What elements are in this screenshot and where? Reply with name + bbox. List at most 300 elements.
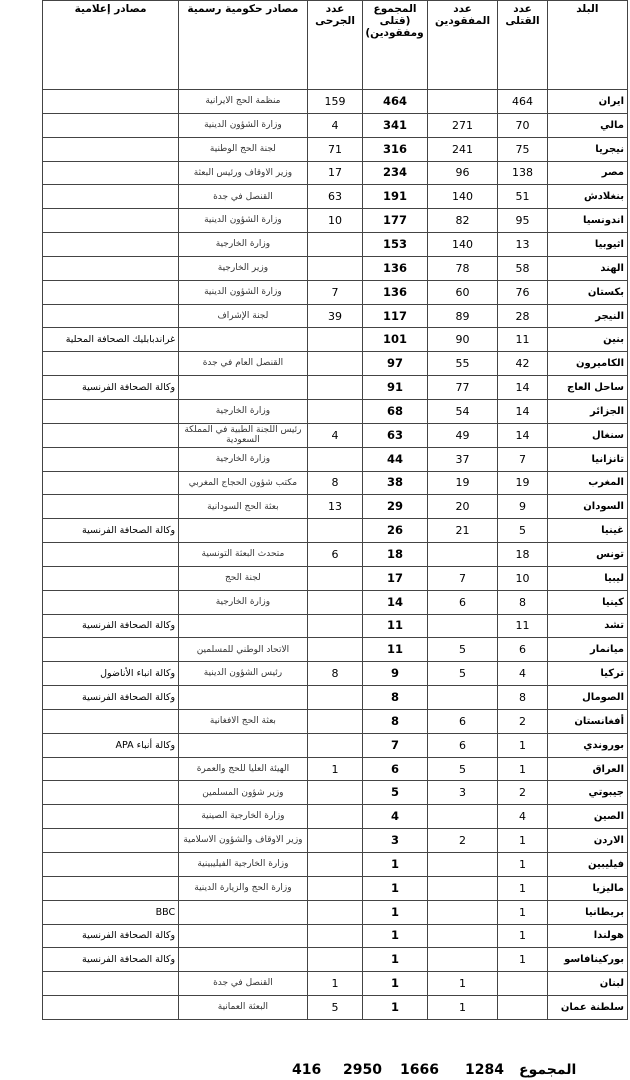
- cell-injured: [307, 686, 363, 710]
- cell-gov-source: وزارة الشؤون الدينية: [179, 209, 308, 233]
- cell-gov-source: [179, 328, 308, 352]
- cell-missing: [427, 853, 498, 877]
- table-row: [43, 709, 628, 733]
- cell-media-source: [43, 543, 179, 567]
- cell-total: 117: [363, 304, 427, 328]
- cell-media-source: [43, 876, 179, 900]
- cell-dead: 42: [498, 352, 547, 376]
- header-missing: عدد المفقودين: [427, 1, 498, 90]
- cell-gov-source: الاتحاد الوطني للمسلمين: [179, 638, 308, 662]
- cell-media-source: [43, 113, 179, 137]
- cell-dead: 51: [498, 185, 547, 209]
- cell-media-source: [43, 447, 179, 471]
- cell-media-source: [43, 137, 179, 161]
- cell-country: لبنان: [547, 972, 627, 996]
- header-dead: عدد القتلى: [498, 1, 547, 90]
- cell-injured: 10: [307, 209, 363, 233]
- cell-gov-source: [179, 376, 308, 400]
- totals-dead: 1284: [465, 1062, 504, 1078]
- cell-gov-source: البعثة العمانية: [179, 996, 308, 1020]
- cell-injured: [307, 566, 363, 590]
- table-row: [43, 399, 628, 423]
- cell-dead: 1: [498, 876, 547, 900]
- cell-injured: 8: [307, 662, 363, 686]
- table-row: [43, 543, 628, 567]
- cell-total: 4: [363, 805, 427, 829]
- cell-media-source: [43, 781, 179, 805]
- casualty-table-wrapper: [42, 0, 628, 1020]
- cell-missing: 78: [427, 256, 498, 280]
- cell-missing: 20: [427, 495, 498, 519]
- cell-gov-source: وزارة الخارجية: [179, 233, 308, 257]
- cell-injured: 1: [307, 757, 363, 781]
- cell-dead: 95: [498, 209, 547, 233]
- cell-media-source: [43, 280, 179, 304]
- cell-dead: 9: [498, 495, 547, 519]
- cell-dead: 11: [498, 614, 547, 638]
- cell-media-source: [43, 423, 179, 447]
- cell-total: 1: [363, 972, 427, 996]
- cell-gov-source: [179, 733, 308, 757]
- table-row: [43, 829, 628, 853]
- cell-injured: 39: [307, 304, 363, 328]
- cell-dead: 1: [498, 757, 547, 781]
- cell-injured: [307, 829, 363, 853]
- cell-gov-source: [179, 686, 308, 710]
- table-row: [43, 686, 628, 710]
- table-row: [43, 447, 628, 471]
- cell-country: اندونسيا: [547, 209, 627, 233]
- cell-gov-source: منظمة الحج الايرانية: [179, 90, 308, 114]
- table-row: [43, 328, 628, 352]
- cell-media-source: [43, 996, 179, 1020]
- cell-country: ساحل العاج: [547, 376, 627, 400]
- table-row: [43, 209, 628, 233]
- table-row: [43, 924, 628, 948]
- cell-gov-source: وزارة الشؤون الدينية: [179, 280, 308, 304]
- cell-total: 464: [363, 90, 427, 114]
- cell-country: تركيا: [547, 662, 627, 686]
- cell-total: 177: [363, 209, 427, 233]
- cell-dead: 10: [498, 566, 547, 590]
- cell-gov-source: [179, 924, 308, 948]
- cell-gov-source: [179, 614, 308, 638]
- cell-injured: [307, 709, 363, 733]
- cell-total: 136: [363, 280, 427, 304]
- cell-total: 11: [363, 614, 427, 638]
- cell-dead: 8: [498, 686, 547, 710]
- cell-dead: 464: [498, 90, 547, 114]
- cell-missing: 90: [427, 328, 498, 352]
- cell-missing: 82: [427, 209, 498, 233]
- cell-injured: 6: [307, 543, 363, 567]
- cell-gov-source: [179, 519, 308, 543]
- cell-country: الكاميرون: [547, 352, 627, 376]
- cell-gov-source: لجنة الحج الوطنية: [179, 137, 308, 161]
- cell-country: بكستان: [547, 280, 627, 304]
- cell-country: سلطنة عمان: [547, 996, 627, 1020]
- table-row: [43, 781, 628, 805]
- cell-country: بريطانيا: [547, 900, 627, 924]
- table-row: [43, 948, 628, 972]
- header-row: [43, 1, 628, 90]
- table-row: [43, 972, 628, 996]
- cell-missing: 54: [427, 399, 498, 423]
- cell-injured: [307, 519, 363, 543]
- cell-media-source: [43, 399, 179, 423]
- cell-gov-source: لجنة الحج: [179, 566, 308, 590]
- cell-country: العراق: [547, 757, 627, 781]
- cell-injured: 63: [307, 185, 363, 209]
- cell-media-source: وكالة الصحافة الفرنسية: [43, 519, 179, 543]
- cell-total: 44: [363, 447, 427, 471]
- table-row: [43, 161, 628, 185]
- table-row: [43, 256, 628, 280]
- cell-gov-source: وزارة الخارجية: [179, 447, 308, 471]
- table-row: [43, 519, 628, 543]
- cell-gov-source: وزارة الخارجية: [179, 590, 308, 614]
- cell-dead: 5: [498, 519, 547, 543]
- table-row: [43, 566, 628, 590]
- cell-injured: 8: [307, 471, 363, 495]
- cell-missing: 140: [427, 185, 498, 209]
- cell-total: 7: [363, 733, 427, 757]
- totals-injured: 416: [292, 1062, 322, 1078]
- cell-dead: 2: [498, 781, 547, 805]
- cell-media-source: وكالة أنباء APA: [43, 733, 179, 757]
- cell-gov-source: [179, 948, 308, 972]
- cell-dead: 1: [498, 853, 547, 877]
- cell-missing: 21: [427, 519, 498, 543]
- table-row: [43, 662, 628, 686]
- cell-media-source: وكالة الصحافة الفرنسية: [43, 948, 179, 972]
- cell-total: 68: [363, 399, 427, 423]
- cell-country: ماليزيا: [547, 876, 627, 900]
- cell-country: سنغال: [547, 423, 627, 447]
- cell-missing: 96: [427, 161, 498, 185]
- cell-total: 234: [363, 161, 427, 185]
- table-body: [43, 90, 628, 1020]
- table-row: [43, 423, 628, 447]
- cell-gov-source: القنصل في جدة: [179, 185, 308, 209]
- cell-total: 63: [363, 423, 427, 447]
- cell-injured: [307, 328, 363, 352]
- cell-gov-source: مكتب شؤون الحجاج المغربي: [179, 471, 308, 495]
- totals-row: [0, 1062, 630, 1080]
- cell-gov-source: لجنة الإشراف: [179, 304, 308, 328]
- cell-injured: [307, 924, 363, 948]
- cell-missing: [427, 900, 498, 924]
- cell-gov-source: رئيس اللجنة الطبية في المملكة السعودية: [179, 423, 308, 447]
- cell-injured: 1: [307, 972, 363, 996]
- cell-dead: 4: [498, 805, 547, 829]
- table-row: [43, 590, 628, 614]
- cell-media-source: [43, 709, 179, 733]
- cell-dead: 4: [498, 662, 547, 686]
- cell-missing: 1: [427, 972, 498, 996]
- table-row: [43, 376, 628, 400]
- cell-injured: [307, 733, 363, 757]
- cell-country: تانزانيا: [547, 447, 627, 471]
- cell-media-source: [43, 853, 179, 877]
- cell-total: 1: [363, 948, 427, 972]
- cell-missing: 271: [427, 113, 498, 137]
- cell-total: 3: [363, 829, 427, 853]
- cell-missing: 1: [427, 996, 498, 1020]
- table-row: [43, 614, 628, 638]
- cell-gov-source: وزير الاوقاف ورئيس البعثة: [179, 161, 308, 185]
- cell-dead: 75: [498, 137, 547, 161]
- cell-country: بوركينافاسو: [547, 948, 627, 972]
- cell-gov-source: القنصل في جدة: [179, 972, 308, 996]
- cell-gov-source: [179, 900, 308, 924]
- cell-dead: 14: [498, 423, 547, 447]
- cell-injured: [307, 900, 363, 924]
- cell-missing: 6: [427, 733, 498, 757]
- cell-country: فيليبين: [547, 853, 627, 877]
- cell-missing: 7: [427, 566, 498, 590]
- cell-country: غينيا: [547, 519, 627, 543]
- cell-injured: 5: [307, 996, 363, 1020]
- cell-country: هولندا: [547, 924, 627, 948]
- cell-country: بنغلادش: [547, 185, 627, 209]
- cell-injured: 71: [307, 137, 363, 161]
- cell-gov-source: وزير الخارجية: [179, 256, 308, 280]
- cell-missing: 5: [427, 638, 498, 662]
- totals-label: المجموع: [519, 1062, 577, 1078]
- table-row: [43, 853, 628, 877]
- cell-country: المغرب: [547, 471, 627, 495]
- cell-total: 91: [363, 376, 427, 400]
- cell-total: 136: [363, 256, 427, 280]
- cell-dead: 8: [498, 590, 547, 614]
- cell-dead: [498, 972, 547, 996]
- cell-gov-source: وزير شؤون المسلمين: [179, 781, 308, 805]
- cell-country: مصر: [547, 161, 627, 185]
- cell-dead: 19: [498, 471, 547, 495]
- cell-dead: 1: [498, 733, 547, 757]
- cell-country: الاردن: [547, 829, 627, 853]
- header-media-sources: مصادر إعلامية: [43, 1, 179, 90]
- cell-dead: 58: [498, 256, 547, 280]
- table-row: [43, 137, 628, 161]
- cell-gov-source: وزارة الحج والزيارة الدينية: [179, 876, 308, 900]
- cell-injured: [307, 876, 363, 900]
- cell-media-source: [43, 90, 179, 114]
- cell-missing: [427, 805, 498, 829]
- cell-country: ايران: [547, 90, 627, 114]
- cell-gov-source: بعثة الحج السودانية: [179, 495, 308, 519]
- cell-injured: [307, 781, 363, 805]
- cell-missing: [427, 614, 498, 638]
- cell-country: الهند: [547, 256, 627, 280]
- cell-gov-source: وزارة الشؤون الدينية: [179, 113, 308, 137]
- cell-dead: [498, 996, 547, 1020]
- table-row: [43, 638, 628, 662]
- cell-total: 316: [363, 137, 427, 161]
- cell-injured: [307, 447, 363, 471]
- cell-media-source: [43, 638, 179, 662]
- table-row: [43, 757, 628, 781]
- cell-total: 26: [363, 519, 427, 543]
- cell-gov-source: رئيس الشؤون الدينية: [179, 662, 308, 686]
- cell-missing: 77: [427, 376, 498, 400]
- cell-media-source: وكالة الصحافة الفرنسية: [43, 686, 179, 710]
- cell-injured: 13: [307, 495, 363, 519]
- table-row: [43, 113, 628, 137]
- cell-total: 8: [363, 709, 427, 733]
- cell-injured: [307, 256, 363, 280]
- cell-total: 1: [363, 996, 427, 1020]
- cell-missing: 2: [427, 829, 498, 853]
- cell-missing: [427, 543, 498, 567]
- cell-dead: 1: [498, 900, 547, 924]
- cell-dead: 70: [498, 113, 547, 137]
- cell-total: 191: [363, 185, 427, 209]
- cell-country: تونس: [547, 543, 627, 567]
- cell-gov-source: بعثة الحج الافغانية: [179, 709, 308, 733]
- cell-dead: 14: [498, 399, 547, 423]
- table-row: [43, 733, 628, 757]
- cell-dead: 2: [498, 709, 547, 733]
- cell-dead: 138: [498, 161, 547, 185]
- cell-country: الصين: [547, 805, 627, 829]
- cell-total: 341: [363, 113, 427, 137]
- cell-media-source: [43, 304, 179, 328]
- table-row: [43, 90, 628, 114]
- cell-media-source: [43, 757, 179, 781]
- cell-media-source: [43, 805, 179, 829]
- cell-country: الجزائر: [547, 399, 627, 423]
- cell-injured: [307, 352, 363, 376]
- cell-missing: 55: [427, 352, 498, 376]
- cell-media-source: [43, 566, 179, 590]
- cell-country: السودان: [547, 495, 627, 519]
- cell-missing: 5: [427, 757, 498, 781]
- cell-missing: 19: [427, 471, 498, 495]
- cell-dead: 76: [498, 280, 547, 304]
- cell-media-source: [43, 161, 179, 185]
- cell-total: 38: [363, 471, 427, 495]
- totals-total: 2950: [343, 1062, 382, 1078]
- cell-missing: [427, 948, 498, 972]
- cell-total: 6: [363, 757, 427, 781]
- cell-missing: 49: [427, 423, 498, 447]
- cell-media-source: [43, 972, 179, 996]
- cell-injured: [307, 233, 363, 257]
- header-country: البلد: [547, 1, 627, 90]
- cell-gov-source: القنصل العام في جدة: [179, 352, 308, 376]
- cell-total: 101: [363, 328, 427, 352]
- cell-total: 153: [363, 233, 427, 257]
- header-total: المجموع (قتلى ومفقودين): [363, 1, 427, 90]
- cell-media-source: وكالة الصحافة الفرنسية: [43, 614, 179, 638]
- cell-missing: 60: [427, 280, 498, 304]
- table-row: [43, 900, 628, 924]
- cell-missing: [427, 90, 498, 114]
- cell-dead: 1: [498, 924, 547, 948]
- cell-injured: [307, 638, 363, 662]
- cell-total: 9: [363, 662, 427, 686]
- cell-missing: 140: [427, 233, 498, 257]
- cell-total: 11: [363, 638, 427, 662]
- cell-missing: 6: [427, 590, 498, 614]
- cell-gov-source: وزارة الخارجية الفيليبينية: [179, 853, 308, 877]
- cell-media-source: [43, 471, 179, 495]
- table-row: [43, 876, 628, 900]
- cell-injured: [307, 805, 363, 829]
- cell-media-source: وكالة الصحافة الفرنسية: [43, 376, 179, 400]
- cell-gov-source: وزارة الخارجية الصينية: [179, 805, 308, 829]
- table-row: [43, 352, 628, 376]
- cell-missing: [427, 876, 498, 900]
- table-row: [43, 805, 628, 829]
- cell-total: 29: [363, 495, 427, 519]
- cell-country: بوروندي: [547, 733, 627, 757]
- cell-gov-source: وزارة الخارجية: [179, 399, 308, 423]
- cell-missing: 241: [427, 137, 498, 161]
- table-row: [43, 280, 628, 304]
- cell-gov-source: وزير الاوقاف والشؤون الاسلامية: [179, 829, 308, 853]
- cell-country: الصومال: [547, 686, 627, 710]
- cell-gov-source: الهيئة العليا للحج والعمرة: [179, 757, 308, 781]
- cell-country: أفغانستان: [547, 709, 627, 733]
- cell-country: مالي: [547, 113, 627, 137]
- table-row: [43, 495, 628, 519]
- cell-injured: 159: [307, 90, 363, 114]
- cell-total: 5: [363, 781, 427, 805]
- cell-injured: [307, 376, 363, 400]
- casualty-table: [42, 0, 628, 1020]
- cell-missing: [427, 686, 498, 710]
- table-row: [43, 471, 628, 495]
- cell-media-source: [43, 209, 179, 233]
- cell-dead: 7: [498, 447, 547, 471]
- cell-dead: 1: [498, 829, 547, 853]
- cell-media-source: [43, 829, 179, 853]
- cell-missing: 6: [427, 709, 498, 733]
- cell-country: كينيا: [547, 590, 627, 614]
- cell-total: 8: [363, 686, 427, 710]
- cell-total: 1: [363, 924, 427, 948]
- cell-media-source: [43, 233, 179, 257]
- cell-injured: 7: [307, 280, 363, 304]
- cell-total: 14: [363, 590, 427, 614]
- cell-country: النيجر: [547, 304, 627, 328]
- cell-missing: 89: [427, 304, 498, 328]
- cell-missing: 5: [427, 662, 498, 686]
- table-row: [43, 304, 628, 328]
- cell-total: 1: [363, 853, 427, 877]
- totals-missing: 1666: [400, 1062, 439, 1078]
- cell-media-source: [43, 590, 179, 614]
- cell-gov-source: متحدث البعثة التونسية: [179, 543, 308, 567]
- cell-total: 17: [363, 566, 427, 590]
- cell-injured: 4: [307, 423, 363, 447]
- cell-media-source: وكالة انباء الأناضول: [43, 662, 179, 686]
- cell-injured: 17: [307, 161, 363, 185]
- cell-dead: 28: [498, 304, 547, 328]
- cell-country: نيجريا: [547, 137, 627, 161]
- cell-total: 18: [363, 543, 427, 567]
- cell-injured: [307, 853, 363, 877]
- cell-country: جيبوتي: [547, 781, 627, 805]
- cell-total: 97: [363, 352, 427, 376]
- cell-injured: [307, 590, 363, 614]
- cell-dead: 6: [498, 638, 547, 662]
- cell-dead: 11: [498, 328, 547, 352]
- cell-media-source: [43, 256, 179, 280]
